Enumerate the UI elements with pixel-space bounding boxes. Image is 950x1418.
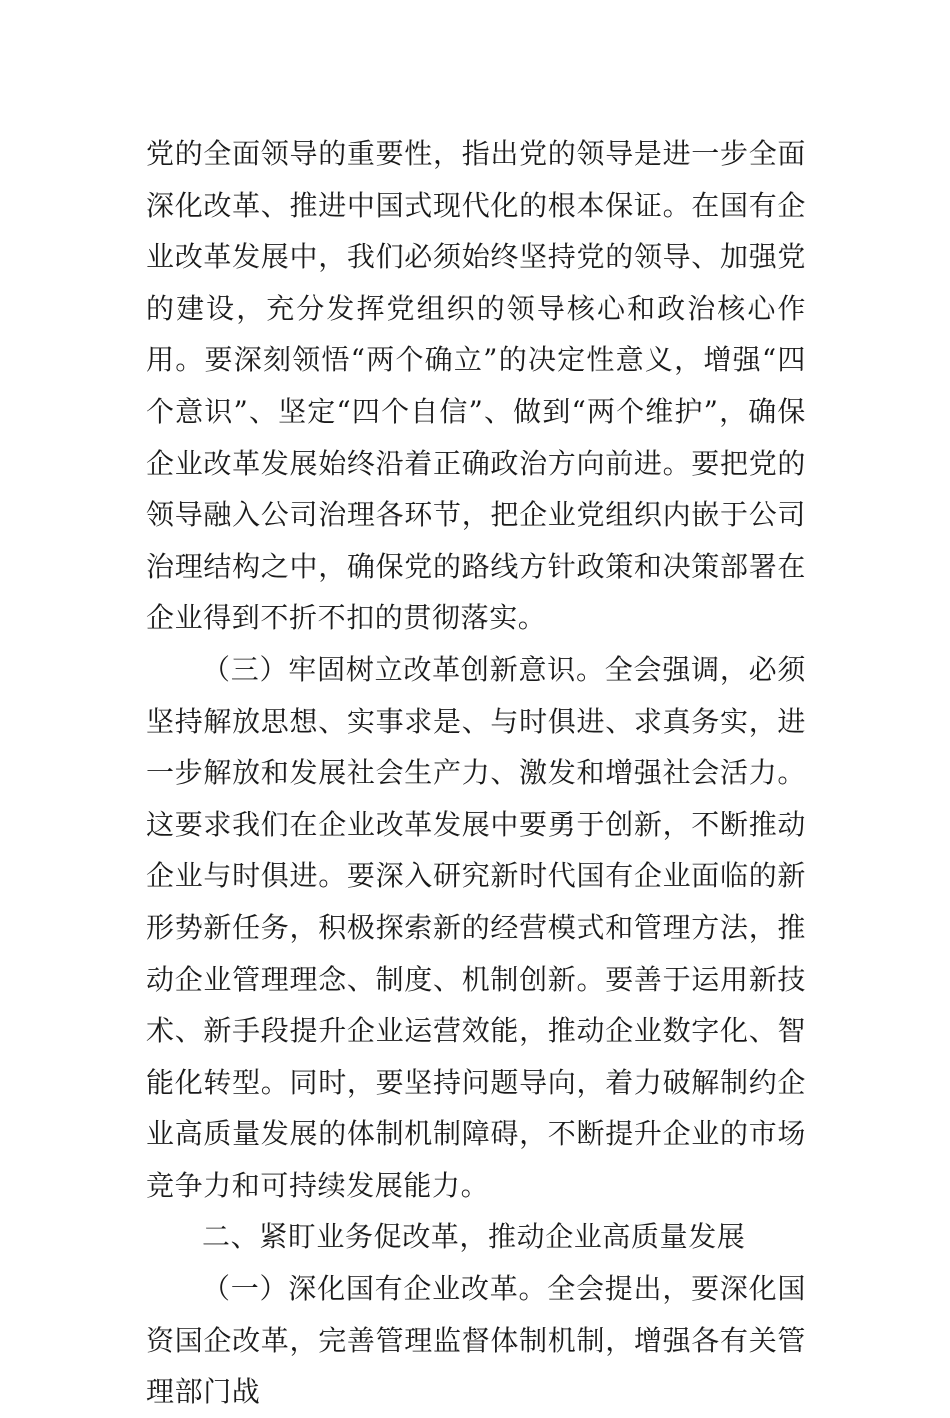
- section-heading-two: 二、紧盯业务促改革，推动企业高质量发展: [202, 1220, 746, 1254]
- paragraph-reform-innovation: （三）牢固树立改革创新意识。全会强调，必须坚持解放思想、实事求是、与时俱进、求真务实，进一步解放和发展社会生产力、激发和增强社会活力。这要求我们在企业改革发展中要勇于创新，不断推动企业与时俱进。要深入研究新时代国有企业面临的新形势新任务，积极探索新的经营模式和管理方法，推动企业管理理念、制度、机制创新。要善于运用新技术、新手段提升企业运营效能，推动企业数字化、智能化转型。同时，要坚持问题导向，着力破解制约企业高质量发展的体制机制障碍，不断提升企业的市场竞争力和可持续发展能力。: [146, 652, 806, 1202]
- document-body: [146, 128, 806, 1418]
- paragraph-party-leadership: 党的全面领导的重要性，指出党的领导是进一步全面深化改革、推进中国式现代化的根本保证。在国有企业改革发展中，我们必须始终坚持党的领导、加强党的建设，充分发挥党组织的领导核心和政治核心作用。要深刻领悟“两个确立”的决定性意义，增强“四个意识”、坚定“四个自信”、做到“两个维护”，确保企业改革发展始终沿着正确政治方向前进。要把党的领导融入公司治理各环节，把企业党组织内嵌于公司治理结构之中，确保党的路线方针政策和决策部署在企业得到不折不扣的贯彻落实。: [146, 137, 806, 635]
- paragraph-deepen-soe-reform: （一）深化国有企业改革。全会提出，要深化国资国企改革，完善管理监督体制机制，增强各有关管理部门战: [146, 1272, 806, 1409]
